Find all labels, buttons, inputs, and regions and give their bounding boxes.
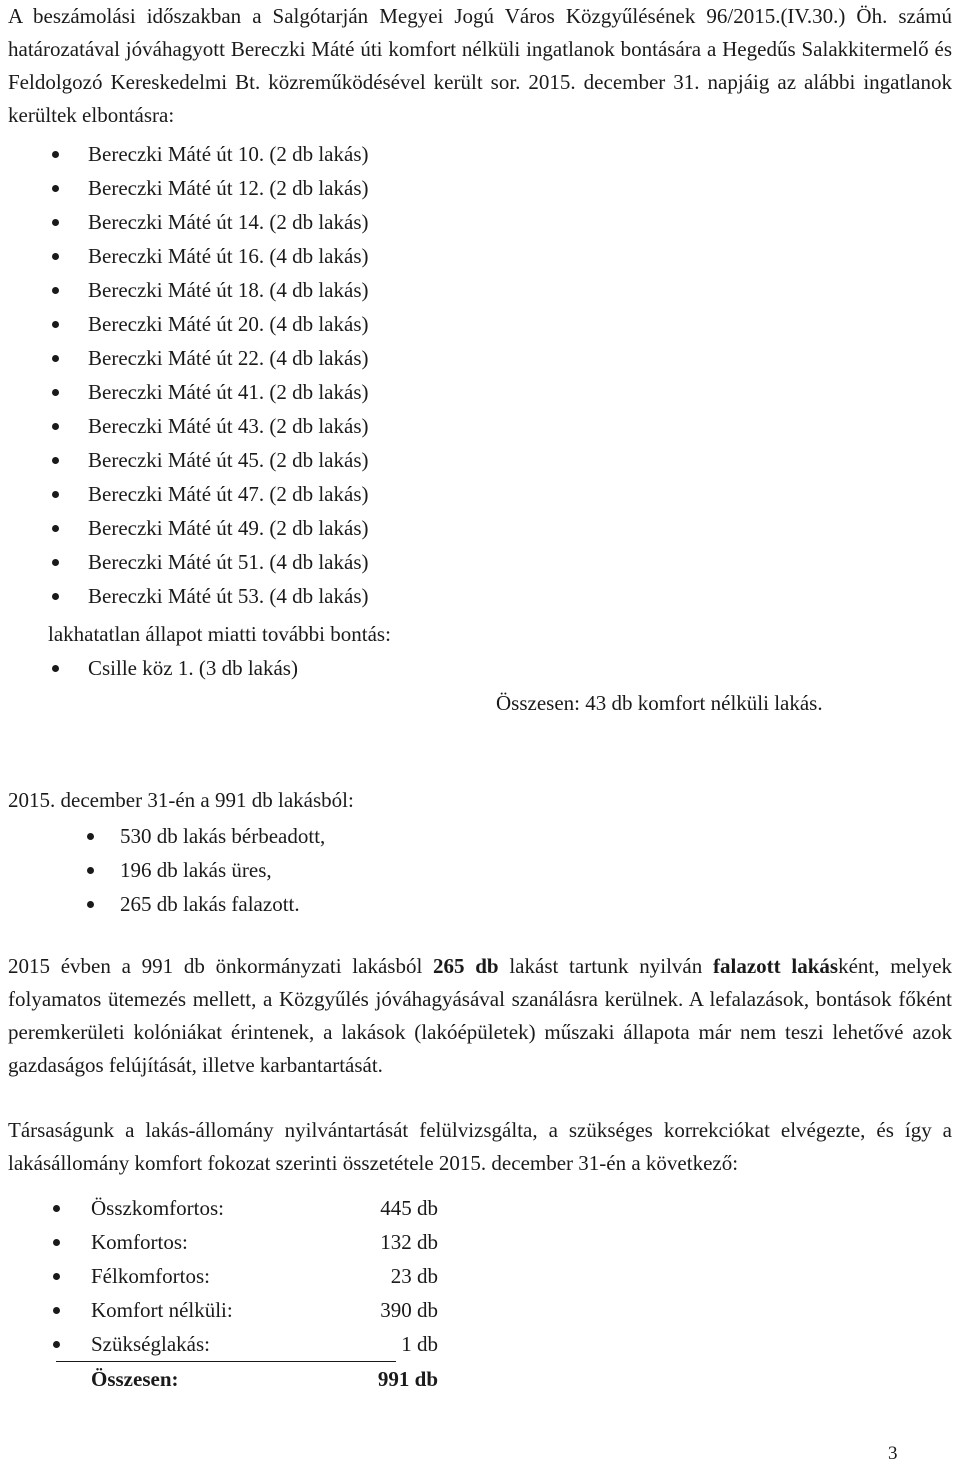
- bullet-icon: [52, 559, 59, 566]
- bullet-icon: [52, 593, 59, 600]
- bullet-icon: [53, 1307, 60, 1314]
- bullet-icon: [87, 867, 94, 874]
- bullet-icon: [52, 423, 59, 430]
- bullet-icon: [52, 253, 59, 260]
- list-item: 265 db lakás falazott.: [8, 887, 508, 921]
- demolished-total: Összesen: 43 db komfort nélküli lakás.: [496, 691, 823, 715]
- comfort-total-row: Összesen: 991 db: [91, 1367, 438, 1391]
- list-item: Bereczki Máté út 51. (4 db lakás): [8, 545, 508, 579]
- bullet-icon: [52, 151, 59, 158]
- list-item: 530 db lakás bérbeadott,: [8, 819, 508, 853]
- list-item: Bereczki Máté út 22. (4 db lakás): [8, 341, 508, 375]
- bullet-icon: [53, 1205, 60, 1212]
- demolished-buildings-list: [8, 137, 508, 613]
- list-item: Bereczki Máté út 20. (4 db lakás): [8, 307, 508, 341]
- table-row: Komfortos: 132 db: [8, 1225, 508, 1259]
- bullet-icon: [53, 1341, 60, 1348]
- bullet-icon: [52, 321, 59, 328]
- list-item: Bereczki Máté út 43. (2 db lakás): [8, 409, 508, 443]
- table-row: Szükséglakás: 1 db: [8, 1327, 508, 1361]
- bullet-icon: [53, 1273, 60, 1280]
- list-item: Bereczki Máté út 45. (2 db lakás): [8, 443, 508, 477]
- list-item: Bereczki Máté út 16. (4 db lakás): [8, 239, 508, 273]
- bullet-icon: [52, 185, 59, 192]
- bullet-icon: [53, 1239, 60, 1246]
- stats-title: 2015. december 31-én a 991 db lakásból:: [8, 788, 354, 812]
- table-row: Komfort nélküli: 390 db: [8, 1293, 508, 1327]
- flat-status-list: [8, 819, 508, 921]
- intro-paragraph: A beszámolási időszakban a Salgótarján Megyei Jogú Város Közgyűlésének 96/2015.(IV.30.) Öh. számú határozatával jóváhagyott Bereczki Máté úti komfort nélküli ingatlanok bontására a Hegedűs Salakkitermelő és Feldolgozó Kereskedelmi Bt. közreműködésével került sor. 2015. december 31. napjáig az alábbi ingatlanok kerültek elbontásra:: [8, 4, 952, 127]
- bullet-icon: [52, 287, 59, 294]
- comfort-level-table: [8, 1191, 508, 1361]
- bullet-icon: [52, 355, 59, 362]
- table-row: Összkomfortos: 445 db: [8, 1191, 508, 1225]
- bullet-icon: [52, 389, 59, 396]
- bullet-icon: [52, 457, 59, 464]
- list-item: Bereczki Máté út 14. (2 db lakás): [8, 205, 508, 239]
- list-item: Bereczki Máté út 41. (2 db lakás): [8, 375, 508, 409]
- bullet-icon: [52, 491, 59, 498]
- company-review-paragraph: Társaságunk a lakás-állomány nyilvántartását felülvizsgálta, a szükséges korrekciókat elvégezte, és így a lakásállomány komfort fokozat szerinti összetétele 2015. december 31-én a következő:: [8, 1118, 952, 1175]
- bullet-icon: [52, 665, 59, 672]
- bullet-icon: [87, 833, 94, 840]
- list-item: Bereczki Máté út 18. (4 db lakás): [8, 273, 508, 307]
- list-item: Bereczki Máté út 12. (2 db lakás): [8, 171, 508, 205]
- list-item: Bereczki Máté út 53. (4 db lakás): [8, 579, 508, 613]
- uninhabitable-label: lakhatatlan állapot miatti további bontás:: [48, 622, 391, 646]
- page-number: 3: [888, 1443, 898, 1464]
- walled-flats-paragraph: 2015 évben a 991 db önkormányzati lakásból 265 db lakást tartunk nyilván falazott lakásként, melyek folyamatos ütemezés mellett, a Közgyűlés jóváhagyásával szanálásra kerülnek. A lefalazások, bontások főként peremkerületi kolóniákat érintenek, a lakások (lakóépületek) műszaki állapota már nem teszi lehetővé azok gazdaságos felújítását, illetve karbantartását.: [8, 954, 953, 1077]
- bullet-icon: [87, 901, 94, 908]
- bullet-icon: [52, 525, 59, 532]
- table-row: Félkomfortos: 23 db: [8, 1259, 508, 1293]
- extra-demolition-list: [8, 651, 508, 685]
- list-item: Csille köz 1. (3 db lakás): [8, 651, 508, 685]
- list-item: Bereczki Máté út 49. (2 db lakás): [8, 511, 508, 545]
- list-item: Bereczki Máté út 10. (2 db lakás): [8, 137, 508, 171]
- bullet-icon: [52, 219, 59, 226]
- list-item: Bereczki Máté út 47. (2 db lakás): [8, 477, 508, 511]
- list-item: 196 db lakás üres,: [8, 853, 508, 887]
